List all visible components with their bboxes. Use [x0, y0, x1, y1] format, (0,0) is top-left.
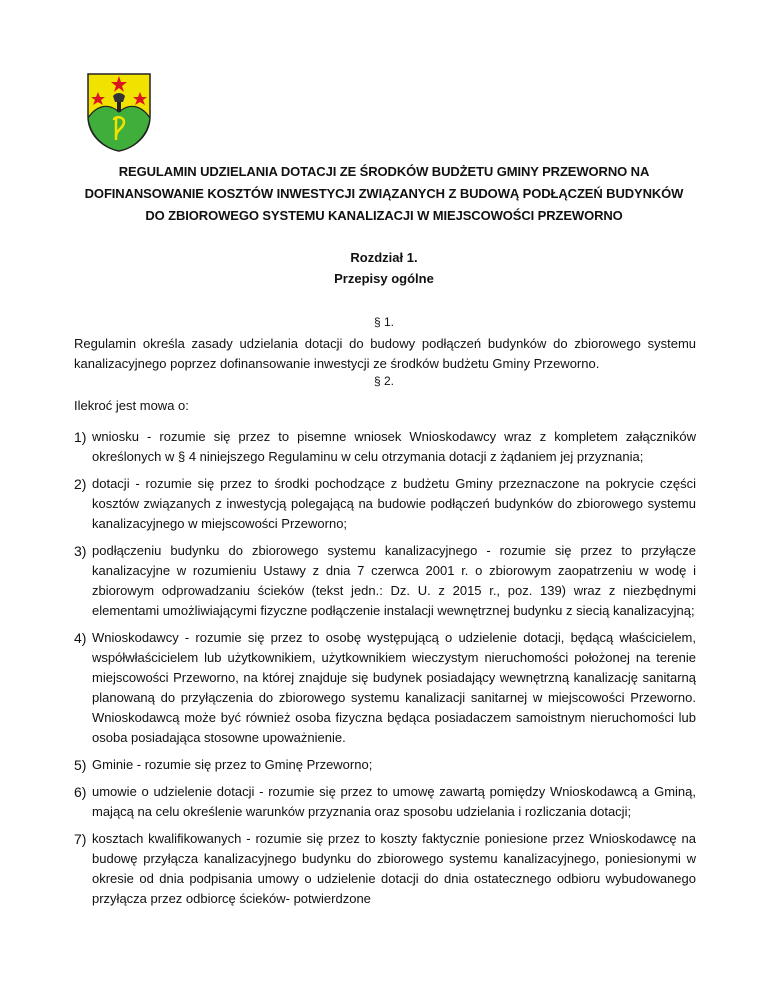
chapter-heading [0, 247, 768, 289]
definitions-intro: Ilekroć jest mowa o: [74, 398, 189, 413]
item-text: Gminie - rozumie się przez to Gminę Przeworno; [92, 757, 373, 772]
document-title [60, 161, 708, 227]
list-item [74, 474, 696, 534]
item-text: kosztach kwalifikowanych - rozumie się przez to koszty faktycznie poniesione przez Wnioskodawcę na budowę przyłącza kanalizacyjnego budynku do zbiorowego systemu kanalizacyjnego, poniesionymi w okresie od dnia podpisania umowy o udzielenie dotacji do dnia ostatecznego odbioru wybudowanego przyłącza przez odbiorcę ścieków- potwierdzone [92, 831, 696, 906]
item-number: 4) [74, 630, 87, 646]
item-number: 6) [74, 784, 87, 800]
paragraph-sign-2: § 2. [373, 374, 394, 388]
chapter-name: Przepisy ogólne [334, 271, 434, 286]
item-number: 3) [74, 543, 87, 559]
list-item [74, 829, 696, 909]
paragraph-1-text: Regulamin określa zasady udzielania dotacji do budowy podłączeń budynków do zbiorowego systemu kanalizacyjnego poprzez dofinansowanie inwestycji ze środków budżetu Gminy Przeworno. [74, 336, 696, 371]
item-text: Wnioskodawcy - rozumie się przez to osobę występującą o udzielenie dotacji, będącą właścicielem, współwłaścicielem lub użytkownikiem, użytkownikiem wieczystym nieruchomości położonej na terenie miejscowości Przeworno, na której znajduje się budynek posiadający wewnętrzną kanalizację sanitarną planowaną do przyłączenia do zbiorowego systemu kanalizacji sanitarnej w miejscowości Przeworno. Wnioskodawcą może być również osoba fizyczna będąca posiadaczem samoistnym nieruchomości lub osoba posiadająca stosowne upoważnienie. [92, 630, 696, 745]
chapter-number: Rozdział 1. [350, 250, 418, 265]
definitions-list [74, 427, 696, 916]
item-number: 7) [74, 831, 87, 847]
list-item [74, 755, 696, 775]
item-text: umowie o udzielenie dotacji - rozumie się przez to umowę zawartą pomiędzy Wnioskodawcą a Gminą, mającą na celu określenie warunków przyznania oraz sposobu udzielania i rozliczania dotacji; [92, 784, 696, 819]
title-line: DOFINANSOWANIE KOSZTÓW INWESTYCJI ZWIĄZANYCH Z BUDOWĄ PODŁĄCZEŃ BUDYNKÓW [84, 186, 684, 201]
item-text: dotacji - rozumie się przez to środki pochodzące z budżetu Gminy przeznaczone na pokrycie części kosztów związanych z inwestycją polegającą na budowie podłączeń budynków do zbiorowego systemu kanalizacyjnego w miejscowości Przeworno; [92, 476, 696, 531]
list-item [74, 628, 696, 748]
paragraph-sign-1: § 1. [373, 315, 394, 329]
item-text: podłączeniu budynku do zbiorowego systemu kanalizacyjnego - rozumie się przez to przyłącze kanalizacyjne w rozumieniu Ustawy z dnia 7 czerwca 2001 r. o zbiorowym zaopatrzeniu w wodę i zbiorowym odprowadzaniu ścieków (tekst jedn.: Dz. U. z 2015 r., poz. 139) wraz z niezbędnymi elementami umożliwiającymi fizyczne podłączenie instalacji wewnętrznej budynku z siecią kanalizacyjną; [92, 543, 696, 618]
list-item [74, 541, 696, 621]
coat-of-arms-icon [86, 72, 152, 152]
item-number: 5) [74, 757, 87, 773]
list-item [74, 427, 696, 467]
title-line: DO ZBIOROWEGO SYSTEMU KANALIZACJI W MIEJSCOWOŚCI PRZEWORNO [145, 208, 623, 223]
item-text: wniosku - rozumie się przez to pisemne wniosek Wnioskodawcy wraz z kompletem załączników określonych w § 4 niniejszego Regulaminu w celu otrzymania dotacji z żądaniem jej przyznania; [92, 429, 696, 464]
list-item [74, 782, 696, 822]
title-line: REGULAMIN UDZIELANIA DOTACJI ZE ŚRODKÓW BUDŻETU GMINY PRZEWORNO NA [118, 164, 650, 179]
item-number: 1) [74, 429, 87, 445]
item-number: 2) [74, 476, 87, 492]
